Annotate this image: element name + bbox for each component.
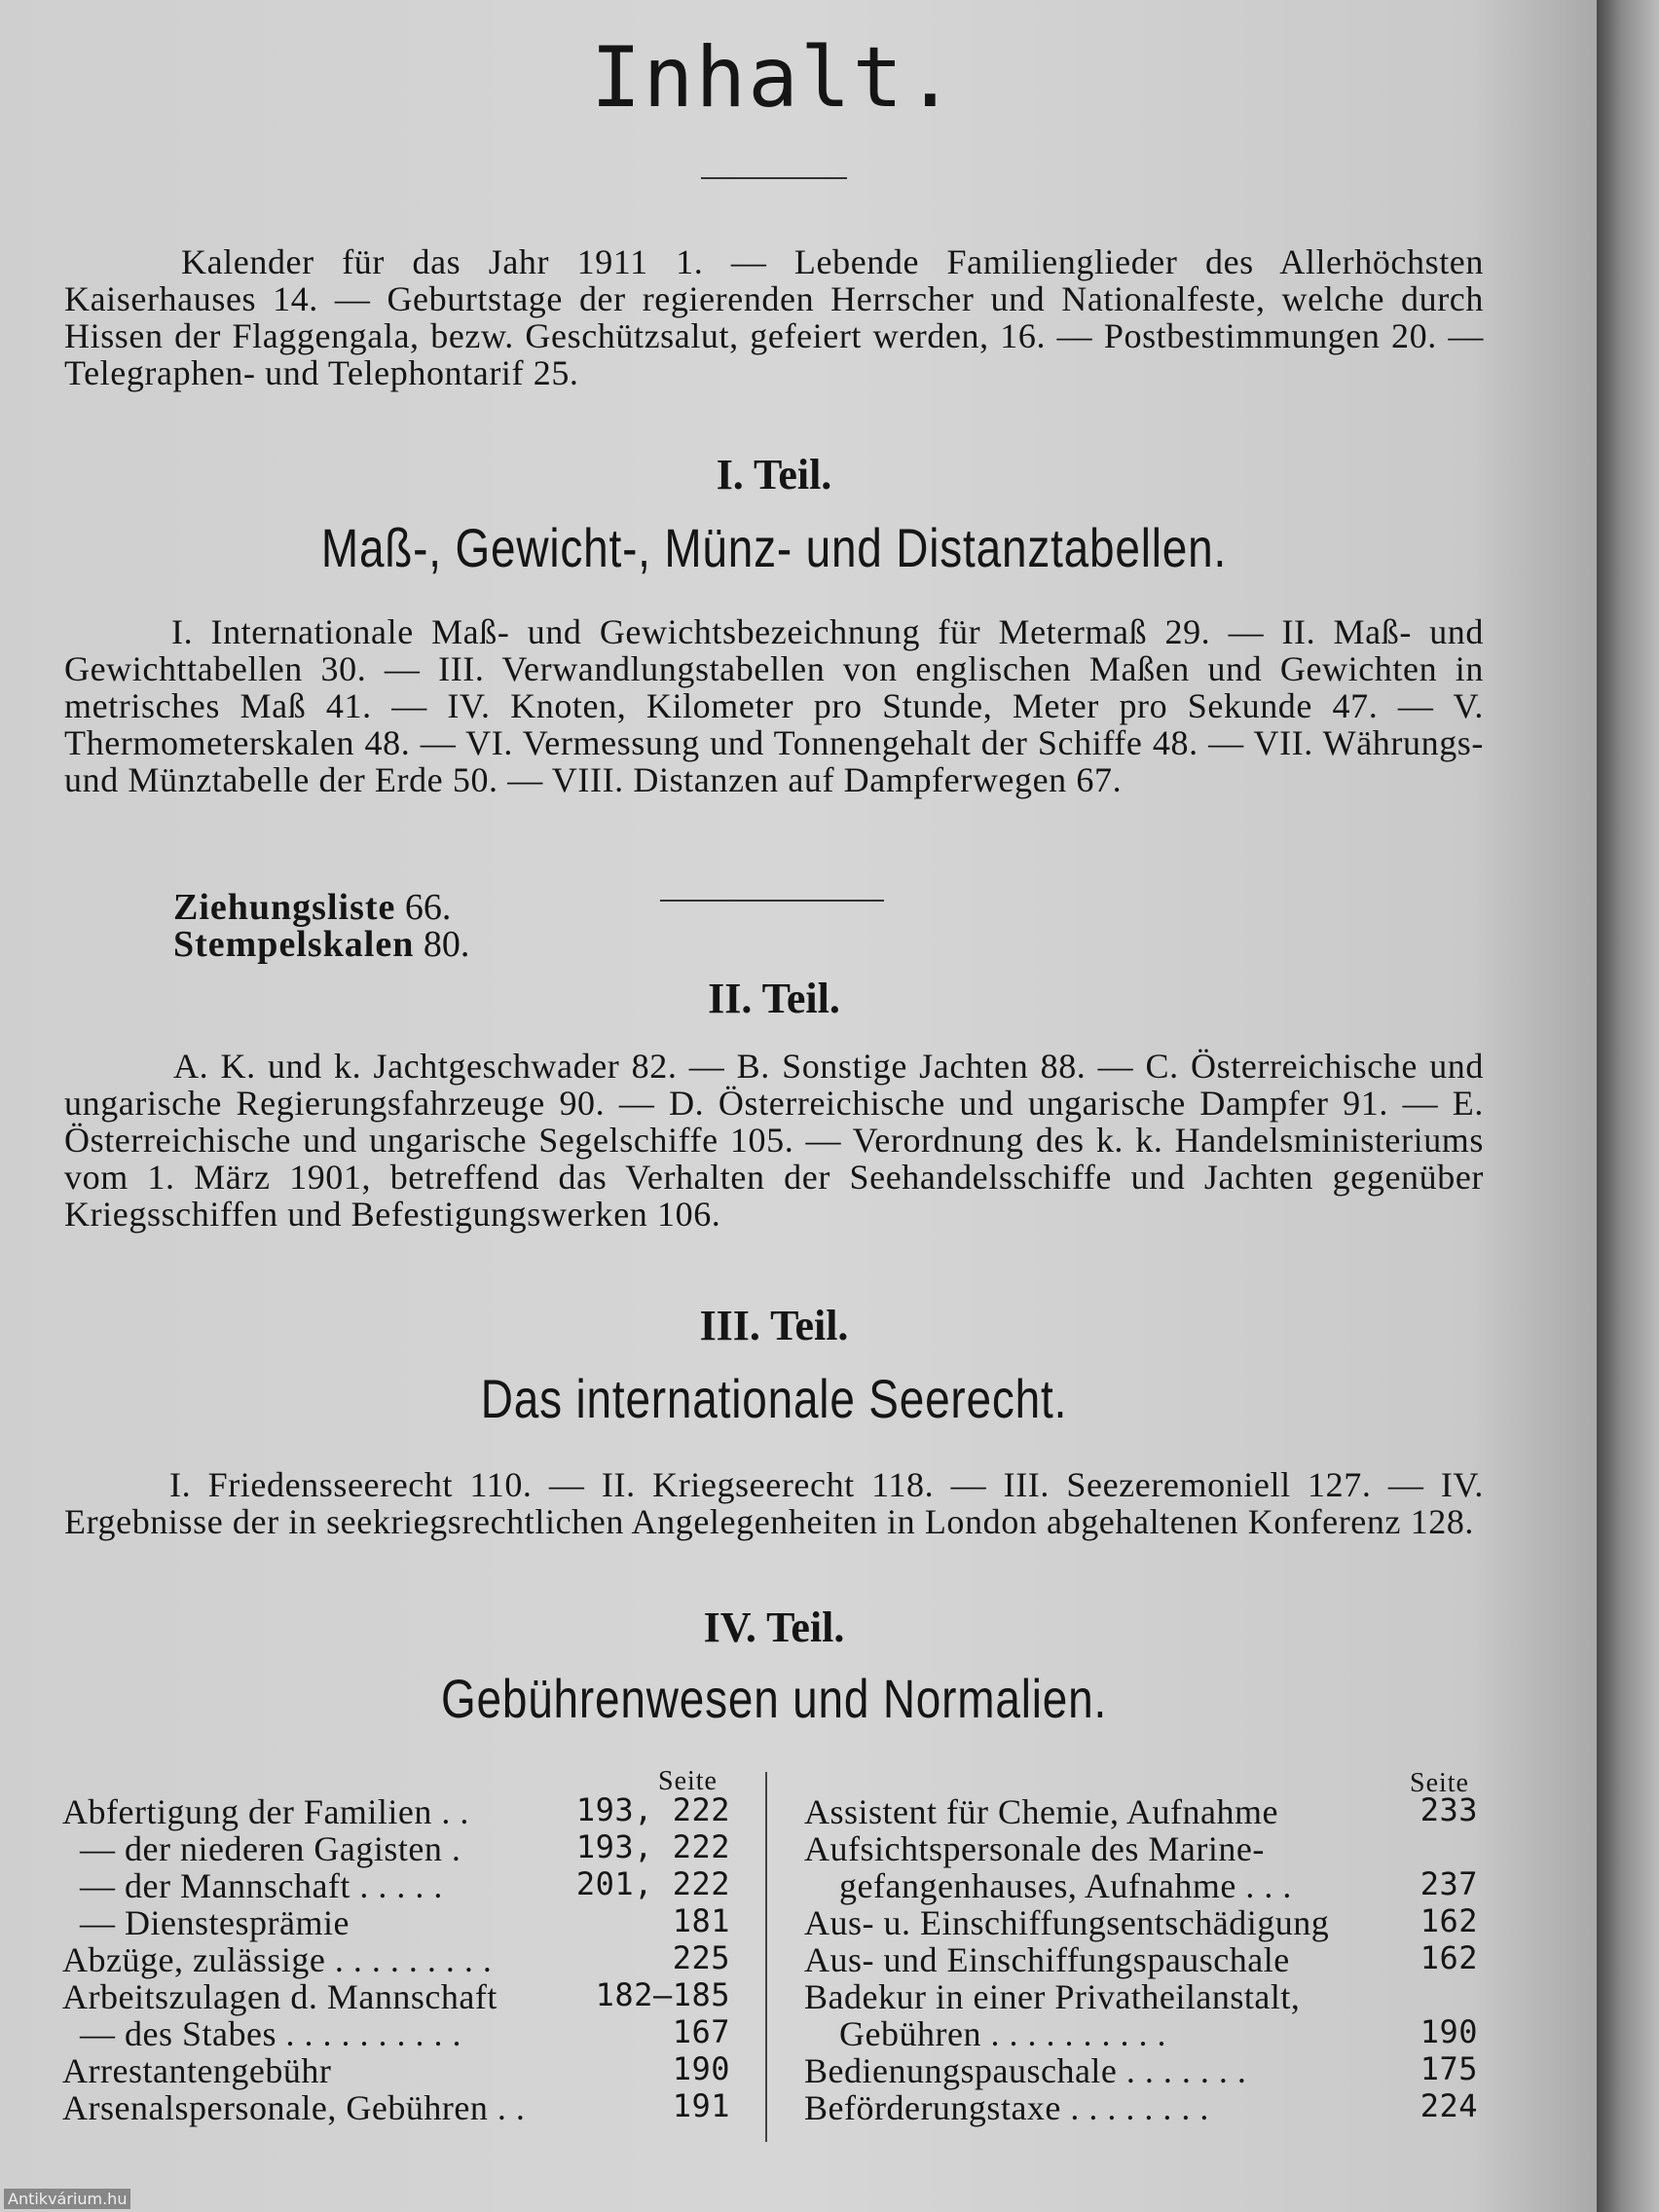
teil1-heading: I. Teil.: [716, 451, 832, 498]
entry-label: Abfertigung der Familien . .: [62, 1792, 469, 1831]
entry-label: Beförderungstaxe . . . . . . . .: [804, 2088, 1209, 2127]
entry-page: 175: [1419, 2050, 1478, 2087]
entry-label: — des Stabes . . . . . . . . . .: [80, 2014, 461, 2053]
entry-page: 191: [672, 2087, 730, 2124]
watermark-credit: Antikvárium.hu: [4, 2189, 130, 2209]
teil1-title: Maß-, Gewicht-, Münz- und Distanztabellen.: [320, 517, 1228, 578]
entry-label: Aus- u. Einschiffungsentschädigung: [804, 1903, 1330, 1942]
index-entry: [62, 2087, 730, 2127]
teil3-title: Das internationale Seerecht.: [480, 1368, 1068, 1429]
entry-page: 201, 222: [575, 1865, 730, 1902]
entry-page: 162: [1419, 1939, 1478, 1976]
teil3-text: I. Friedensseerecht 110. — II. Kriegseerecht 118. — III. Seezeremoniell 127. — IV. Ergebnisse der in seekriegsrechtlichen Angelegenheiten in London abgehaltenen Konferenz 128.: [64, 1465, 1484, 1541]
entry-label: Bedienungspauschale . . . . . . .: [804, 2051, 1247, 2090]
entry-label: Arrestantengebühr: [62, 2051, 332, 2090]
entry-page: 193, 222: [575, 1828, 730, 1865]
index-entry: [804, 2050, 1478, 2090]
extra-ziehungsliste: [173, 887, 452, 928]
entry-label: Abzüge, zulässige . . . . . . . . .: [62, 1940, 493, 1979]
extra-page: 80.: [423, 924, 470, 965]
entry-page: 182—185: [595, 1976, 730, 2013]
entry-label: — der niederen Gagisten .: [80, 1829, 461, 1868]
index-right-column: [804, 1791, 1478, 2127]
entry-page: 181: [672, 1902, 730, 1939]
index-entry: [62, 1902, 730, 1942]
teil2-paragraph: [64, 1048, 1484, 1233]
seite-label-right: Seite: [1410, 1768, 1469, 1798]
index-entry: [62, 1791, 730, 1831]
teil1-paragraph: [64, 613, 1484, 798]
index-entry: [62, 1976, 730, 2016]
teil1-text: I. Internationale Maß- und Gewichtsbezeichnung für Metermaß 29. — II. Maß- und Gewichttabellen 30. — III. Verwandlungstabellen von englischen Maßen und Gewichten in metrisches Maß 41. — IV. Knoten, Kilometer pro Stunde, Meter pro Sekunde 47. — V. Thermometerskalen 48. — VI. Vermessung und Tonnengehalt der Schiffe 48. — VII. Währungs- und Münztabelle der Erde 50. — VIII. Distanzen auf Dampferwegen 67.: [64, 612, 1484, 799]
book-spine: [1597, 0, 1659, 2212]
entry-page: 190: [672, 2050, 730, 2087]
entry-page: 224: [1419, 2087, 1478, 2124]
extra-stempelskalen: [173, 924, 470, 965]
teil4-heading: IV. Teil.: [703, 1604, 845, 1651]
intro-text: Kalender für das Jahr 1911 1. — Lebende Familienglieder des Allerhöchsten Kaiserhauses 14. — Geburtstage der regierenden Herrscher und Nationalfeste, welche durch Hissen der Flaggengala, bezw. Geschützsalut, gefeiert werden, 16. — Postbestimmungen 20. — Telegraphen- und Telephontarif 25.: [64, 242, 1484, 392]
teil3-heading: III. Teil.: [699, 1302, 849, 1349]
entry-label: — Dienstesprämie: [80, 1903, 350, 1942]
extra-label: Stempelskalen: [173, 924, 415, 965]
entry-label: gefangenhauses, Aufnahme . . .: [839, 1866, 1292, 1905]
entry-label: Aus- und Einschiffungspauschale: [804, 1940, 1290, 1979]
entry-page: 225: [672, 1939, 730, 1976]
page-title: Inhalt.: [590, 29, 958, 127]
column-divider: [765, 1772, 767, 2142]
entry-page: 167: [672, 2013, 730, 2050]
seite-label-left: Seite: [658, 1766, 718, 1796]
index-entry: [62, 1939, 730, 1979]
teil2-text: A. K. und k. Jachtgeschwader 82. — B. Sonstige Jachten 88. — C. Österreichische und ungarische Regierungsfahrzeuge 90. — D. Österreichische und ungarische Dampfer 91. — E. Österreichische und ungarische Segelschiffe 105. — Verordnung des k. k. Handelsministeriums vom 1. März 1901, betreffend das Verhalten der Seehandelsschiffe und Jachten gegenüber Kriegsschiffen und Befestigungswerken 106.: [64, 1047, 1484, 1234]
entry-label: Arsenalspersonale, Gebühren . .: [62, 2088, 526, 2127]
entry-label: Badekur in einer Privatheilanstalt,: [804, 1977, 1301, 2016]
entry-page: 193, 222: [575, 1791, 730, 1828]
intro-paragraph: [64, 243, 1484, 391]
index-entry: [804, 1791, 1478, 1831]
index-entry: [62, 2013, 730, 2053]
index-entry: [804, 1939, 1478, 1979]
extra-label: Ziehungsliste: [173, 887, 396, 928]
entry-page: 237: [1419, 1865, 1478, 1902]
section-divider: [660, 900, 884, 902]
index-left-column: [62, 1791, 730, 2127]
entry-page: 190: [1419, 2013, 1478, 2050]
extra-page: 66.: [404, 887, 452, 928]
teil2-heading: II. Teil.: [708, 975, 840, 1022]
entry-label: Assistent für Chemie, Aufnahme: [804, 1792, 1278, 1831]
teil4-title: Gebührenwesen und Normalien.: [440, 1668, 1108, 1729]
index-entry: [804, 1828, 1478, 1868]
index-entry: [804, 2013, 1478, 2053]
entry-page: 162: [1419, 1902, 1478, 1939]
title-divider: [701, 177, 847, 179]
index-entry: [804, 1976, 1478, 2016]
index-entry: [62, 1865, 730, 1905]
entry-label: Arbeitszulagen d. Mannschaft: [62, 1977, 498, 2016]
index-entry: [62, 2050, 730, 2090]
index-entry: [62, 1828, 730, 1868]
index-entry: [804, 1902, 1478, 1942]
index-entry: [804, 2087, 1478, 2127]
entry-label: Aufsichtspersonale des Marine-: [804, 1829, 1265, 1868]
entry-page: 233: [1419, 1791, 1478, 1828]
entry-label: Gebühren . . . . . . . . . .: [839, 2014, 1166, 2053]
index-entry: [804, 1865, 1478, 1905]
teil3-paragraph: [64, 1466, 1484, 1540]
entry-label: — der Mannschaft . . . . .: [80, 1866, 443, 1905]
